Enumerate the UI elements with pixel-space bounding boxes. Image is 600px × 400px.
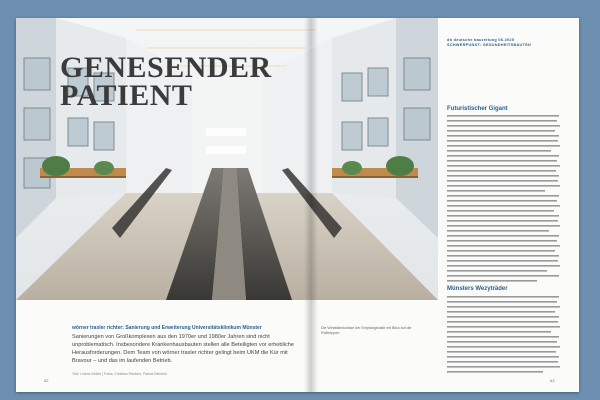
magazine-spread (16, 18, 579, 392)
article-credit: Text: Lorenz Wolfer | Fotos: Christian Richters, Patrick Reinfeld (72, 372, 167, 376)
headline-line-2: PATIENT (60, 79, 193, 112)
subhead-first: Futuristischer Gigant (447, 106, 508, 112)
page-number-left: 62 (44, 378, 49, 383)
running-header-line-2: SCHWERPUNKT: GESUNDHEITSBAUTEN (447, 43, 532, 47)
article-kicker: wörner traxler richter: Sanierung und Erweiterung Universitätsklinikum Münster (72, 325, 262, 331)
article-headline (60, 51, 300, 112)
body-text-lines (447, 115, 562, 285)
photo-caption: Die Westfalenkulisse der Empfangshalle mit Blick auf die Rolltreppen. (321, 326, 412, 335)
subhead-second: Münsters Wezyträder (447, 286, 508, 292)
running-header (447, 38, 563, 48)
body-text-lines-2 (447, 296, 562, 376)
body-text-column-1 (447, 115, 562, 285)
page-number-right: 63 (550, 378, 555, 383)
headline-line-1: GENESENDER (60, 51, 272, 84)
running-header-line-1: db deutsche bauzeitung 06.2025 (447, 38, 515, 42)
body-text-column-2 (447, 296, 562, 376)
article-lead: Sanierungen von Großkomplexen aus den 1970er und 1980er Jahren sind nicht unproblematisch. Insbesondere Krankenhausbauten stellen alle Beteiligten vor erhebliche Herausforderungen. Dem Team von wörner traxler richter gelingt beim UKM die Kür mit Bravour – und das im laufenden Betrieb. (72, 334, 295, 364)
